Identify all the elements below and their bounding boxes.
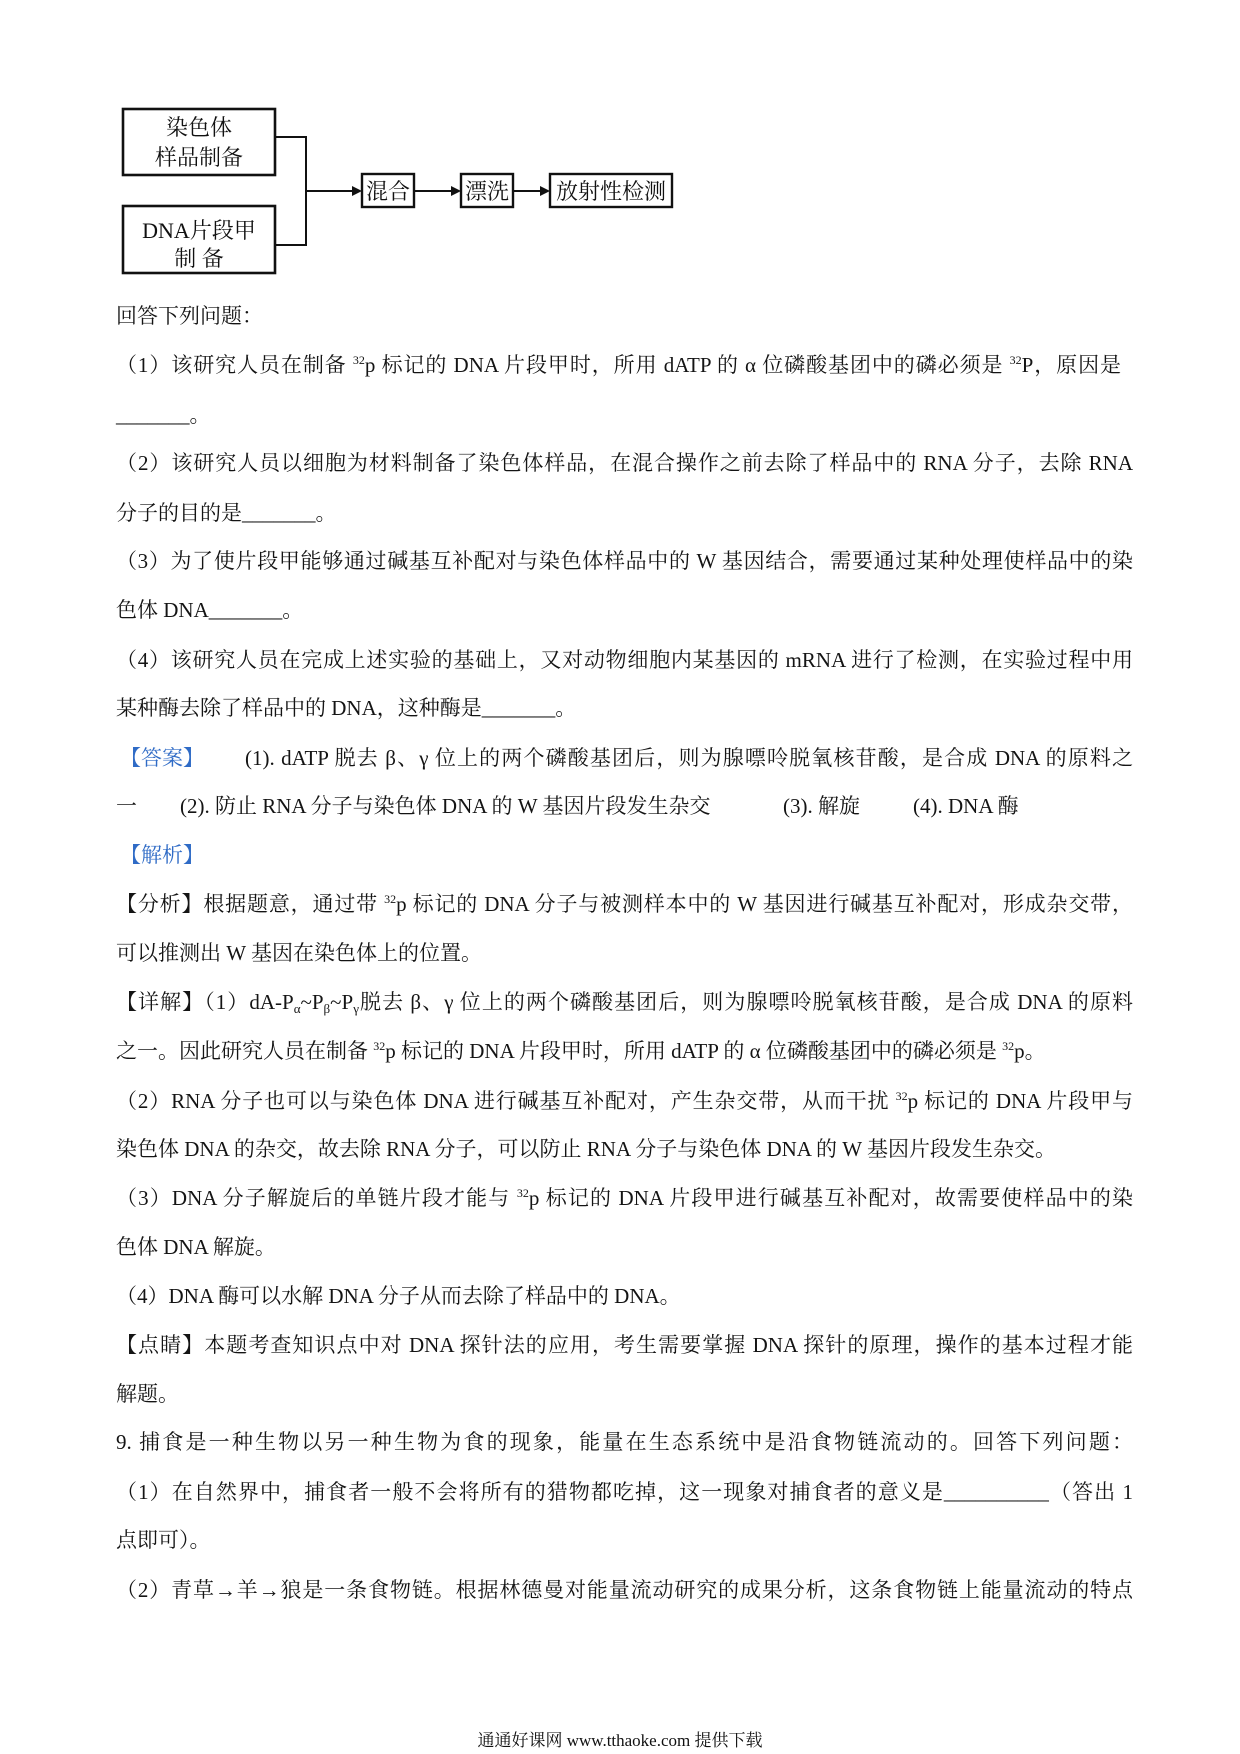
answer-line-2 bbox=[116, 791, 1133, 821]
arrow-to-mix-head bbox=[352, 186, 362, 196]
detail-1-text-a: （1）dA-P bbox=[204, 990, 294, 1014]
key-point-line-1 bbox=[116, 1330, 1133, 1360]
question-1-text-b: p 标记的 DNA 片段甲时，所用 dATP 的 α 位磷酸基团中的磷必须是 bbox=[364, 353, 1010, 377]
isotope-superscript: 32 bbox=[1002, 1039, 1015, 1053]
key-point-label: 【点睛】 bbox=[116, 1333, 205, 1357]
isotope-superscript: 32 bbox=[384, 892, 397, 906]
answer-3: (3). 解旋 bbox=[783, 794, 860, 818]
detail-1-text-b: ~P bbox=[300, 990, 324, 1014]
analysis-label: 【分析】 bbox=[116, 892, 204, 916]
dna-fragment-prep-line1: DNA片段甲 bbox=[142, 218, 256, 243]
detail-2-line-2: 染色体 DNA 的杂交，故去除 RNA 分子，可以防止 RNA 分子与染色体 DNA 的 W 基因片段发生杂交。 bbox=[116, 1137, 1056, 1161]
isotope-superscript: 32 bbox=[352, 353, 365, 367]
detail-1-text-d: 脱去 β、γ 位上的两个磷酸基团后，则为腺嘌呤脱氧核苷酸，是合成 DNA 的原料 bbox=[358, 990, 1133, 1014]
detail-label: 【详解】 bbox=[116, 990, 205, 1014]
isotope-superscript: 32 bbox=[516, 1186, 529, 1200]
detail-1-line-2 bbox=[116, 1036, 1133, 1066]
analysis-text-a: 根据题意，通过带 bbox=[203, 892, 385, 916]
arrow-to-detect-head bbox=[540, 186, 550, 196]
phosphate-subscript: γ bbox=[353, 1001, 359, 1016]
isotope-superscript: 32 bbox=[1009, 353, 1022, 367]
question-3-line-1: （3）为了使片段甲能够通过碱基互补配对与染色体样品中的 W 基因结合，需要通过某种处理使样品中的染 bbox=[116, 549, 1133, 573]
question-3-line-2: 色体 DNA_______。 bbox=[116, 598, 304, 622]
question-2-line-1: （2）该研究人员以细胞为材料制备了染色体样品，在混合操作之前去除了样品中的 RNA 分子，去除 RNA bbox=[116, 451, 1133, 475]
analysis-line-2: 可以推测出 W 基因在染色体上的位置。 bbox=[116, 941, 482, 965]
explanation-label: 【解析】 bbox=[120, 843, 204, 867]
arrow-to-rinse-head bbox=[451, 186, 461, 196]
answer-4: (4). DNA 酶 bbox=[913, 794, 1019, 818]
question-9-part-1-line-2: 点即可）。 bbox=[116, 1528, 211, 1552]
detail-1-l2-text-c: p。 bbox=[1014, 1039, 1046, 1063]
chromosome-prep-line2: 样品制备 bbox=[154, 145, 244, 170]
isotope-superscript: 32 bbox=[373, 1039, 386, 1053]
question-2-line-2: 分子的目的是_______。 bbox=[116, 501, 337, 525]
key-point-line-2: 解题。 bbox=[116, 1382, 179, 1406]
answer-1-line-1: (1). dATP 脱去 β、γ 位上的两个磷酸基团后，则为腺嘌呤脱氧核苷酸，是合成 DNA 的原料之 bbox=[245, 746, 1133, 770]
question-1-line-1 bbox=[116, 350, 1121, 380]
questions-intro: 回答下列问题： bbox=[116, 304, 263, 328]
question-1-blank: _______。 bbox=[116, 403, 211, 427]
question-1-text-a: （1）该研究人员在制备 bbox=[116, 353, 353, 377]
isotope-superscript: 32 bbox=[895, 1089, 908, 1103]
page-footer: 通通好课网 www.tthaoke.com 提供下载 bbox=[477, 1731, 763, 1750]
detail-1-line-1 bbox=[116, 987, 1133, 1017]
analysis-line-1 bbox=[116, 889, 1133, 919]
detail-3-line-1 bbox=[116, 1183, 1133, 1213]
merge-bracket-connector bbox=[275, 137, 306, 245]
question-1-text-c: P，原因是 bbox=[1021, 353, 1122, 377]
radioactivity-detect-label: 放射性检测 bbox=[555, 179, 667, 204]
detail-1-l2-text-b: p 标记的 DNA 片段甲时，所用 dATP 的 α 位磷酸基团中的磷必须是 bbox=[385, 1039, 1003, 1063]
question-9-part-1-line-1: （1）在自然界中，捕食者一般不会将所有的猎物都吃掉，这一现象对捕食者的意义是__________（答出 1 bbox=[116, 1480, 1133, 1504]
answer-1-line-2: 一 bbox=[116, 794, 137, 818]
mix-step-label: 混合 bbox=[365, 179, 411, 204]
question-4-line-1: （4）该研究人员在完成上述实验的基础上，又对动物细胞内某基因的 mRNA 进行了检测，在实验过程中用 bbox=[116, 648, 1133, 672]
analysis-text-b: p 标记的 DNA 分子与被测样本中的 W 基因进行碱基互补配对，形成杂交带， bbox=[396, 892, 1134, 916]
experiment-flowchart bbox=[0, 0, 700, 290]
phosphate-subscript: β bbox=[323, 1001, 331, 1016]
phosphate-subscript: α bbox=[293, 1001, 301, 1016]
rinse-step-label: 漂洗 bbox=[464, 179, 510, 204]
detail-2-line-1 bbox=[116, 1086, 1133, 1116]
dna-fragment-prep-line2: 制 备 bbox=[174, 246, 224, 271]
question-4-line-2: 某种酶去除了样品中的 DNA，这种酶是_______。 bbox=[116, 696, 577, 720]
detail-2-text-a: （2）RNA 分子也可以与染色体 DNA 进行碱基互补配对，产生杂交带，从而干扰 bbox=[116, 1089, 896, 1113]
detail-3-text-a: （3）DNA 分子解旋后的单链片段才能与 bbox=[116, 1186, 517, 1210]
answer-label: 【答案】 bbox=[120, 746, 204, 770]
answer-2: (2). 防止 RNA 分子与染色体 DNA 的 W 基因片段发生杂交 bbox=[180, 794, 711, 818]
detail-1-l2-text-a: 之一。因此研究人员在制备 bbox=[116, 1039, 374, 1063]
detail-3-text-b: p 标记的 DNA 片段甲进行碱基互补配对，故需要使样品中的染 bbox=[528, 1186, 1133, 1210]
detail-3-line-2: 色体 DNA 解旋。 bbox=[116, 1235, 276, 1259]
detail-1-text-c: ~P bbox=[330, 990, 354, 1014]
detail-4-line: （4）DNA 酶可以水解 DNA 分子从而去除了样品中的 DNA。 bbox=[116, 1284, 681, 1308]
key-point-text: 本题考查知识点中对 DNA 探针法的应用，考生需要掌握 DNA 探针的原理，操作的基本过程才能 bbox=[204, 1333, 1133, 1357]
chromosome-prep-line1: 染色体 bbox=[165, 115, 233, 140]
question-9-stem: 9. 捕食是一种生物以另一种生物为食的现象，能量在生态系统中是沿食物链流动的。回答下列问题： bbox=[116, 1430, 1133, 1454]
detail-2-text-b: p 标记的 DNA 片段甲与 bbox=[907, 1089, 1134, 1113]
question-9-part-2-line-1: （2）青草→羊→狼是一条食物链。根据林德曼对能量流动研究的成果分析，这条食物链上能量流动的特点 bbox=[116, 1578, 1133, 1602]
